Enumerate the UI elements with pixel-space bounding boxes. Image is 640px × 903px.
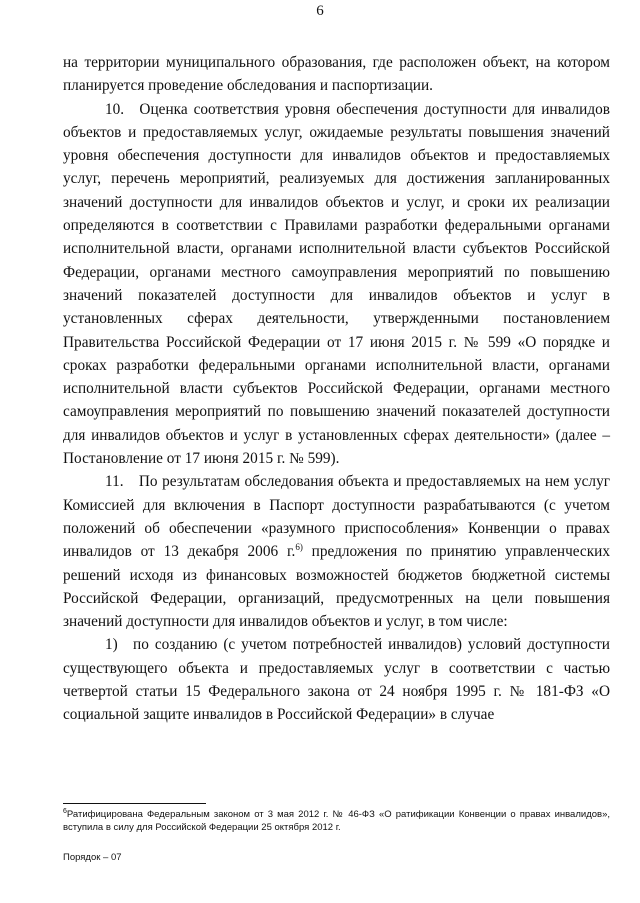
paragraph-11-text-start: 11. По результатам обследования объекта и предоставляемых на нем услуг Комиссией для включения в Паспорт доступности разрабатываются (с учетом положений об обеспечении «разумного приспособления» Конвенции о правах инвалидов от 13 декабря 2006 г.: [63, 473, 610, 561]
paragraph-11-text-end: предложения по принятию управленческих решений исходя из финансовых возможностей бюджетов бюджетной системы Российской Федерации, организаций, предусмотренных на цели повышения значений доступности для инвалидов объектов и услуг, в том числе:: [63, 543, 610, 631]
paragraph-11: [63, 470, 610, 633]
footnote-marker: 6: [63, 807, 67, 815]
list-item-1: 1) по созданию (с учетом потребностей инвалидов) условий доступности существующего объекта и предоставляемых услуг в соответствии с частью четвертой статьи 15 Федерального закона от 24 ноября 1995 г. № 181-ФЗ «О социальной защите инвалидов в Российской Федерации» в случае: [63, 636, 610, 724]
paragraph-continuation: на территории муниципального образования, где расположен объект, на котором планируется проведение обследования и паспортизации.: [63, 54, 610, 95]
paragraph-10: 10. Оценка соответствия уровня обеспечения доступности для инвалидов объектов и предоставляемых услуг, ожидаемые результаты повышения значений уровня обеспечения доступности для инвалидов объектов и предоставляемых услуг, перечень мероприятий, реализуемых для достижения запланированных значений доступности для инвалидов объектов и услуг, и сроки их реализации определяются в соответствии с Правилами разработки федеральными органами исполнительной власти, органами исполнительной власти субъектов Российской Федерации, органами местного самоуправления мероприятий по повышению значений показателей доступности для инвалидов объектов и услуг в установленных сферах деятельности, утвержденными постановлением Правительства Российской Федерации от 17 июня 2015 г. № 599 «О порядке и сроках разработки федеральными органами исполнительной власти, органами исполнительной власти субъектов Российской Федерации, органами местного самоуправления мероприятий по повышению значений показателей доступности для инвалидов объектов и услуг в установленных сферах деятельности» (далее – Постановление от 17 июня 2015 г. № 599).: [63, 100, 610, 468]
footnote: [63, 808, 610, 834]
document-code: Порядок – 07: [63, 852, 122, 863]
footnote-reference: 6): [295, 542, 303, 553]
document-body: [63, 51, 610, 727]
footnote-divider: [63, 803, 206, 804]
page-number: 6: [316, 3, 324, 19]
footnote-text: Ратифицирована Федеральным законом от 3 мая 2012 г. № 46-ФЗ «О ратификации Конвенции о правах инвалидов», вступила в силу для Российской Федерации 25 октября 2012 г.: [63, 809, 610, 833]
